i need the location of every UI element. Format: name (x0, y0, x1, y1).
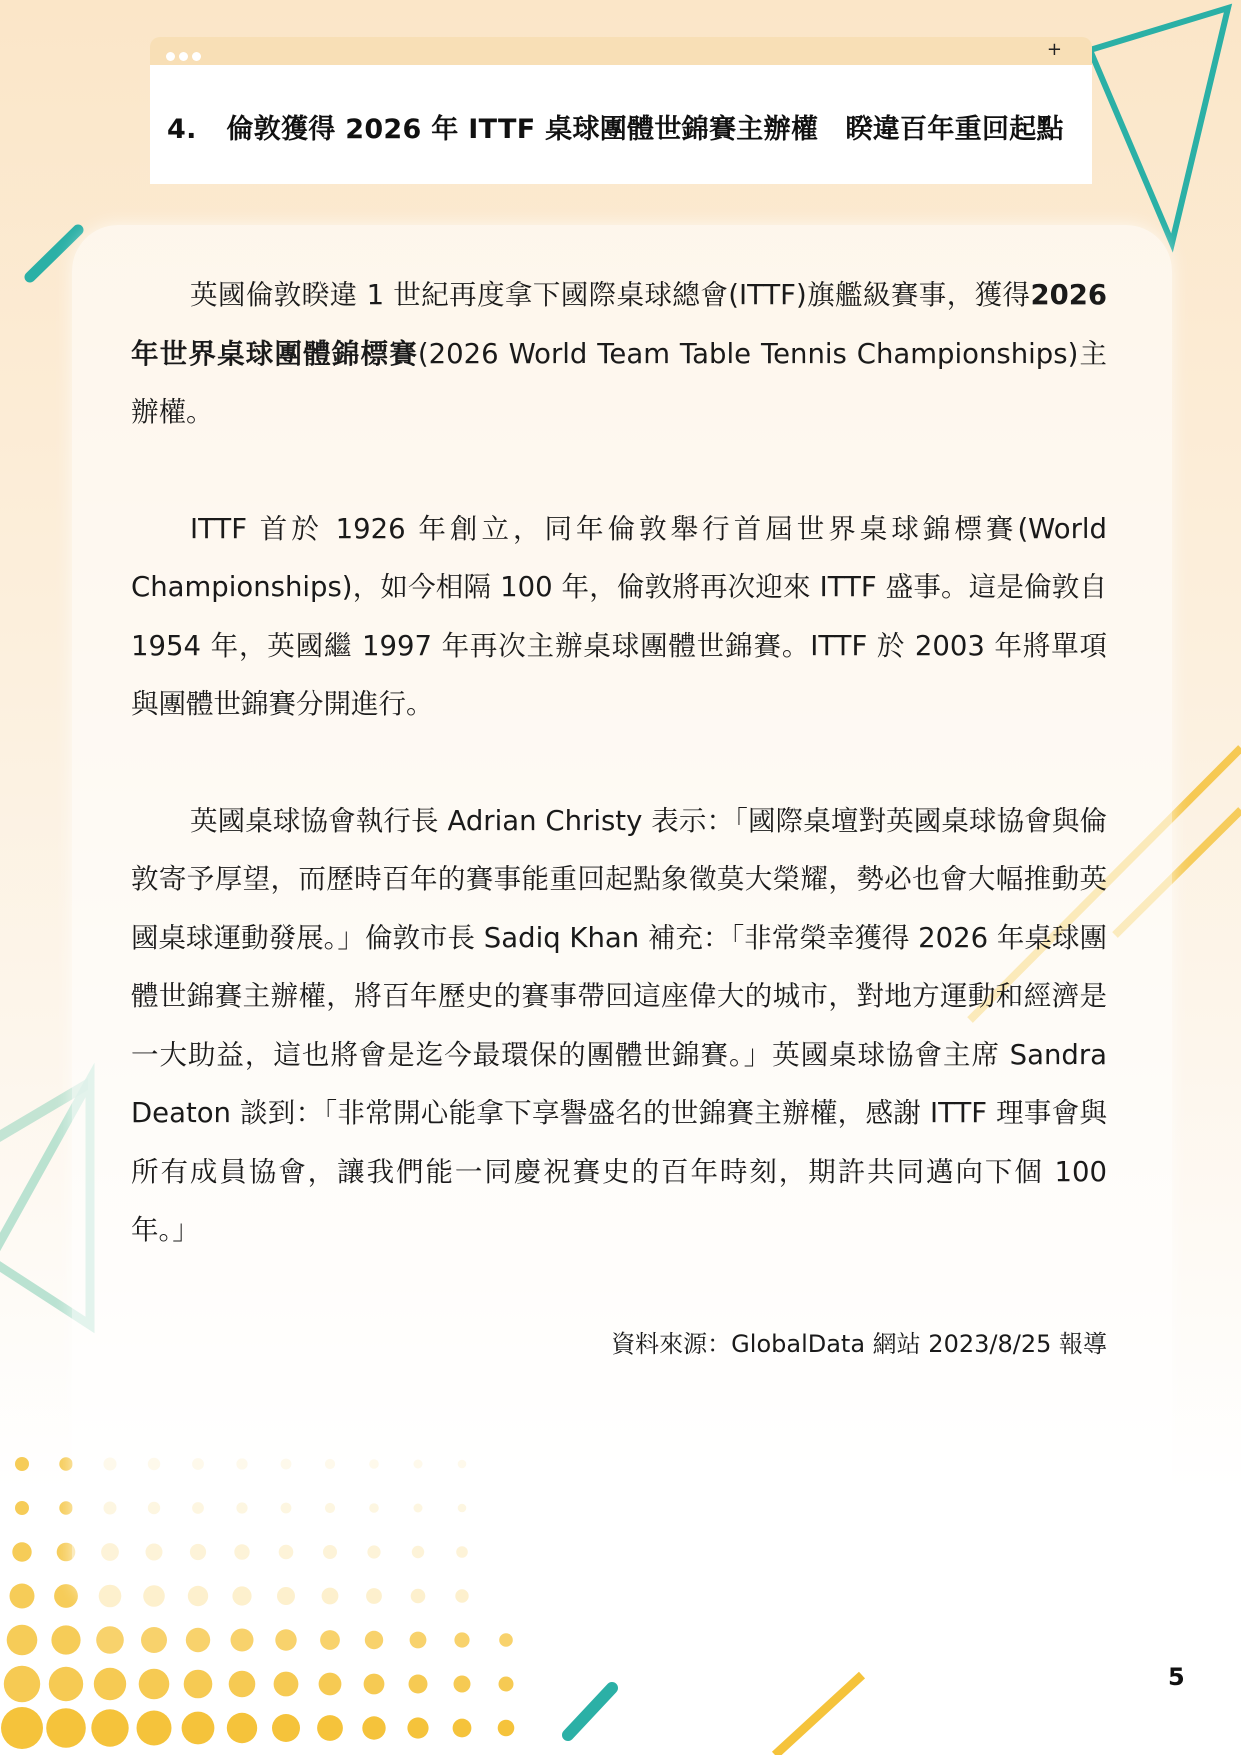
decor-dot (94, 1668, 126, 1700)
decor-dot (319, 1673, 342, 1696)
decor-dot (96, 1626, 124, 1654)
decor-dot (317, 1715, 343, 1741)
decor-dot (320, 1630, 340, 1650)
yellow-dash-bottom (775, 1675, 862, 1755)
decor-dot (365, 1631, 383, 1649)
decor-dot (409, 1675, 428, 1694)
decor-dot (231, 1629, 254, 1652)
decor-dot (91, 1709, 128, 1746)
decor-dot (227, 1713, 257, 1743)
decor-dot (51, 1625, 80, 1654)
section-number: 4. (167, 114, 197, 145)
decor-dot (410, 1632, 427, 1649)
decor-dot (453, 1719, 472, 1738)
paragraph-1-text-start: 英國倫敦睽違 1 世紀再度拿下國際桌球總會(ITTF)旗艦級賽事，獲得 (190, 279, 1031, 311)
decor-dot (59, 1501, 72, 1514)
section-heading: 倫敦獲得 2026 年 ITTF 桌球團體世錦賽主辦權 睽違百年重回起點 (226, 114, 1064, 145)
decor-dot (59, 1457, 72, 1470)
page-number: 5 (1168, 1663, 1185, 1691)
decor-dot (10, 1584, 35, 1609)
source-citation: 資料來源：GlobalData 網站 2023/8/25 報導 (611, 1330, 1107, 1358)
paragraph-1 (131, 266, 1107, 442)
window-dots (166, 46, 205, 65)
decor-dot (407, 1717, 428, 1738)
decor-dot (229, 1671, 256, 1698)
teal-triangle-outline (1090, 8, 1228, 243)
decor-dot (54, 1584, 78, 1608)
title-box (150, 65, 1092, 184)
decor-dot (362, 1716, 385, 1739)
decor-dot (4, 1666, 40, 1702)
decor-dot (12, 1542, 31, 1561)
decor-dot (454, 1632, 469, 1647)
title-window-bar (150, 37, 1092, 65)
decor-dot (184, 1670, 213, 1699)
decor-dot (7, 1625, 38, 1656)
article-body (131, 266, 1107, 1318)
paragraph-2: ITTF 首於 1926 年創立，同年倫敦舉行首屆世界桌球錦標賽(World Championships)，如今相隔 100 年，倫敦將再次迎來 ITTF 盛事。這是倫敦自 1954 年，英國繼 1997 年再次主辦桌球團體世錦賽。ITTF 於 2003 年將單項與團體世錦賽分開進行。 (131, 512, 1107, 720)
window-plus-icon: + (1046, 39, 1062, 60)
decor-dot (498, 1720, 515, 1737)
decor-dot (275, 1629, 296, 1650)
decor-dot (1, 1707, 43, 1749)
paragraph-1-text-end: (2026 World Team Table Tennis Championships)主辦權。 (131, 337, 1107, 428)
decor-dot (137, 1711, 172, 1746)
decor-dot (274, 1672, 299, 1697)
decor-dot (454, 1676, 471, 1693)
paragraph-1-bold-title: 2026 年世界桌球團體錦標賽 (131, 279, 1107, 370)
decor-dot (15, 1457, 29, 1471)
paragraph-3: 英國桌球協會執行長 Adrian Christy 表示：「國際桌壇對英國桌球協會與倫敦寄予厚望，而歷時百年的賽事能重回起點象徵莫大榮耀，勢必也會大幅推動英國桌球運動發展。」倫敦市長 Sadiq Khan 補充：「非常榮幸獲得 2026 年桌球團體世錦賽主辦權，將百年歷史的賽事帶回這座偉大的城市，對地方運動和經濟是一大助益，這也將會是迄今最環保的團體世錦賽。」英國桌球協會主席 Sandra Deaton 談到：「非常開心能拿下享譽盛名的世錦賽主辦權，感謝 ITTF 理事會與所有成員協會，讓我們能一同慶祝賽史的百年時刻，期許共同邁向下個 100 年。」 (131, 804, 1107, 1246)
decor-dot (49, 1667, 83, 1701)
decor-dot (139, 1669, 170, 1700)
decor-dot (46, 1708, 86, 1748)
decor-dot (272, 1714, 300, 1742)
decor-dot (499, 1633, 513, 1647)
decor-dot (15, 1501, 29, 1515)
decor-dot (141, 1627, 167, 1653)
decor-dot (182, 1712, 215, 1745)
decor-dot (186, 1628, 210, 1652)
section-title (167, 107, 1064, 146)
teal-dash-top-left (30, 230, 78, 277)
decor-dot (364, 1674, 385, 1695)
decor-dot (499, 1677, 514, 1692)
teal-dash-bottom (568, 1688, 612, 1735)
